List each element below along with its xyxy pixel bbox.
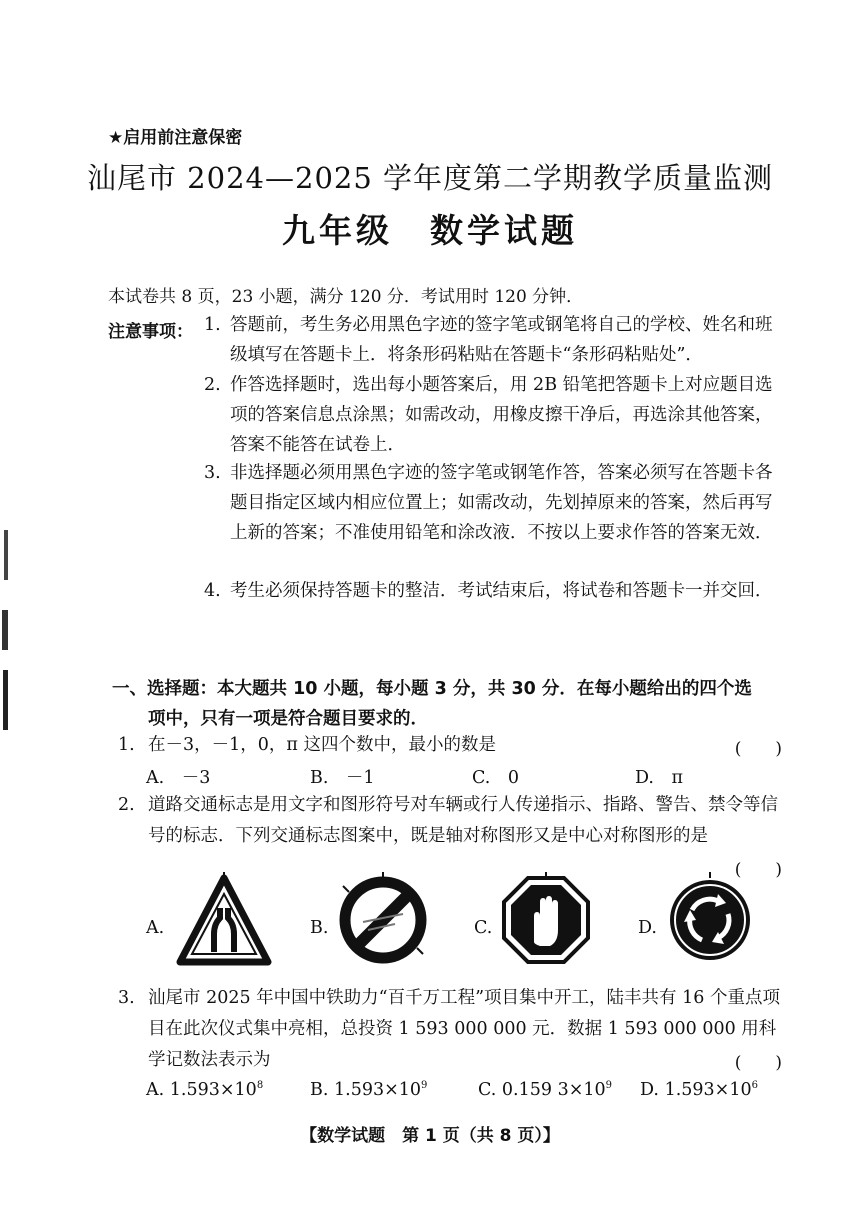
notes-label: 注意事项： [108,322,193,342]
question-number: 3. [118,988,135,1008]
question-3 [118,983,782,1076]
note-text: 非选择题必须用黑色字迹的签字笔或钢笔作答，答案必须写在答题卡各题目指定区域内相应位置上；如需改动，先划掉原来的答案，然后再写上新的答案；不准使用铅笔和涂改液．不按以上要求作答的答案无效． [230,463,773,543]
note-number: 1. [204,315,221,335]
option-d: D. [638,918,657,938]
section-heading [112,674,788,734]
answer-paren: ( ) [734,739,782,759]
note-item [204,370,782,460]
option-b: B. －1 [310,768,375,788]
exam-subtitle: 九年级 数学试题 [282,211,578,250]
question-2 [118,790,782,852]
note-item [204,458,782,548]
prohibition-sign-icon [333,872,433,972]
binding-edge-marks [0,520,18,740]
stop-hand-sign-icon [498,872,594,972]
note-item [204,576,782,606]
option-a: A. [146,918,165,938]
answer-paren: ( ) [734,860,782,880]
road-narrows-sign-icon [176,872,272,972]
option-d: D. $1.593\times 10^6$ [640,1080,758,1100]
confidential-notice: ★启用前注意保密 [108,128,243,148]
note-text: 答题前，考生务必用黑色字迹的签字笔或钢笔将自己的学校、姓名和班级填写在答题卡上．将条形码粘贴在答题卡“条形码粘贴处”． [230,315,773,365]
answer-paren: ( ) [734,1053,782,1073]
note-text: 作答选择题时，选出每小题答案后，用 2B 铅笔把答题卡上对应题目选项的答案信息点涂黑；如需改动，用橡皮擦干净后，再选涂其他答案，答案不能答在试卷上． [230,375,773,455]
question-text: 汕尾市 2025 年中国中铁助力“百千万工程”项目集中开工，陆丰共有 16 个重点项目在此次仪式集中亮相，总投资 1 593 000 000 元．数据 1 593 000 000 用科学记数法表示为 [148,988,780,1070]
question-number: 1. [118,735,135,755]
option-d: D. π [635,768,683,788]
section-heading-line2: 项中，只有一项是符合题目要求的． [148,709,428,729]
page-footer: 【数学试题 第 1 页（共 8 页）】 [300,1126,560,1146]
note-text: 考生必须保持答题卡的整洁．考试结束后，将试卷和答题卡一并交回． [230,581,773,601]
option-c: C. 0.159 $3\times 10^9$ [478,1080,613,1100]
note-number: 4. [204,581,221,601]
exam-title: 汕尾市 2024—2025 学年度第二学期教学质量监测 [86,161,774,195]
question-text: 在－3，－1，0，π 这四个数中，最小的数是 [148,735,496,755]
option-b: B. [310,918,329,938]
option-c: C. [474,918,493,938]
note-item [204,310,782,370]
question-number: 2. [118,795,135,815]
question-text: 道路交通标志是用文字和图形符号对车辆或行人传递指示、指路、警告、禁令等信号的标志．下列交通标志图案中，既是轴对称图形又是中心对称图形的是 [148,795,778,846]
roundabout-sign-icon [662,872,758,972]
note-number: 2. [204,375,221,395]
section-heading-line1: 一、选择题：本大题共 10 小题，每小题 3 分，共 30 分．在每小题给出的四个选 [112,679,752,699]
option-a: A. $1.593\times 10^8$ [146,1080,264,1100]
option-b: B. $1.593\times 10^9$ [310,1080,428,1100]
note-number: 3. [204,463,221,483]
option-a: A. －3 [146,768,211,788]
option-c: C. 0 [472,768,519,788]
question-1 [118,730,782,761]
exam-intro: 本试卷共 8 页，23 小题，满分 120 分．考试用时 120 分钟． [108,287,584,307]
